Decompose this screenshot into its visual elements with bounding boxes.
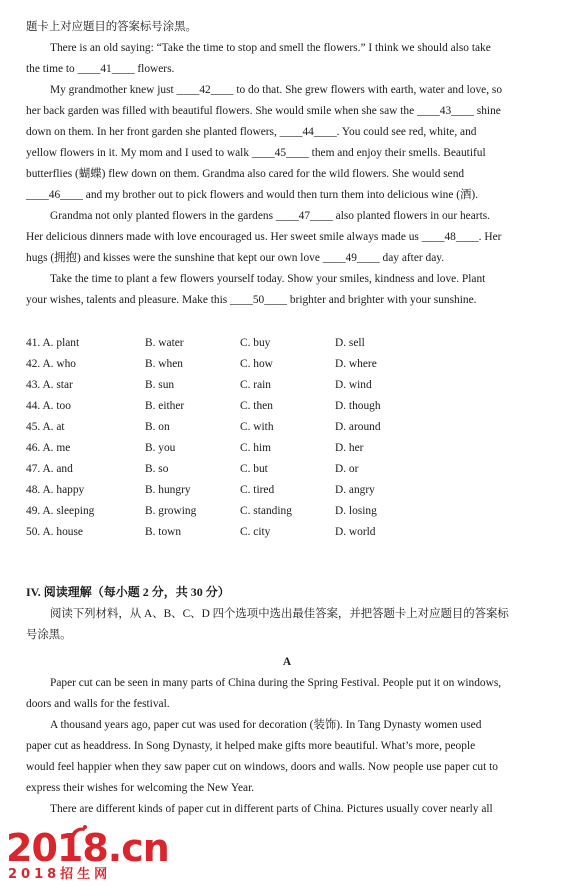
option-b: B. on	[145, 421, 170, 433]
option-c: C. him	[240, 442, 272, 454]
option-a: 41. A. plant	[26, 337, 80, 349]
option-a: 45. A. at	[26, 421, 65, 433]
passage-line: Grandma not only planted flowers in the gardens ____47____ also planted flowers in our hearts.	[50, 210, 491, 222]
passage-line: her back garden was filled with beautiful flowers. She would smile when she saw the ____43____ shine	[26, 105, 501, 117]
option-b: B. growing	[145, 505, 197, 517]
section-heading: IV. 阅读理解（每小题 2 分，共 30 分）	[26, 585, 230, 599]
passage-a-line: A thousand years ago, paper cut was used for decoration (装饰). In Tang Dynasty women used	[50, 719, 482, 731]
option-a: 48. A. happy	[26, 484, 85, 496]
logo-sub-text: 2018招生网	[8, 867, 112, 882]
option-a: 50. A. house	[26, 526, 83, 538]
passage-line: My grandmother knew just ____42____ to do that. She grew flowers with earth, water and love, so	[50, 84, 503, 96]
logo-main-text: 2018.cn	[6, 826, 169, 870]
passage-line: Her delicious dinners made with love encouraged us. Her sweet smile always made us ____48____. Her	[26, 231, 502, 243]
option-a: 44. A. too	[26, 400, 71, 412]
option-d: D. world	[335, 526, 376, 538]
option-c: C. with	[240, 421, 274, 433]
option-b: B. you	[145, 442, 176, 454]
option-c: C. buy	[240, 337, 271, 349]
option-c: C. then	[240, 400, 273, 412]
passage-label: A	[282, 656, 292, 668]
option-a: 47. A. and	[26, 463, 73, 475]
passage-line: 题卡上对应题目的答案标号涂黑。	[26, 21, 197, 33]
option-b: B. so	[145, 463, 169, 475]
option-b: B. sun	[145, 379, 175, 391]
option-d: D. angry	[335, 484, 375, 496]
passage-line: butterflies (蝴蝶) flew down on them. Grandma also cared for the wild flowers. She would send	[26, 168, 465, 180]
option-d: D. where	[335, 358, 377, 370]
option-a: 42. A. who	[26, 358, 76, 370]
option-a: 43. A. star	[26, 379, 73, 391]
option-d: D. around	[335, 421, 381, 433]
option-d: D. or	[335, 463, 359, 475]
option-c: C. tired	[240, 484, 275, 496]
passage-line: ____46____ and my brother out to pick flowers and would then turn them into delicious wine (酒).	[26, 189, 479, 201]
option-c: C. city	[240, 526, 271, 538]
option-b: B. hungry	[145, 484, 191, 496]
passage-line: hugs (拥抱) and kisses were the sunshine that kept our own love ____49____ day after day.	[26, 252, 445, 264]
option-d: D. though	[335, 400, 381, 412]
option-c: C. standing	[240, 505, 292, 517]
option-d: D. losing	[335, 505, 377, 517]
passage-line: There is an old saying: “Take the time to stop and smell the flowers.” I think we should also take	[50, 42, 491, 54]
passage-line: yellow flowers in it. My mom and I used to walk ____45____ them and enjoy their smells. Beautiful	[26, 147, 486, 159]
option-c: C. but	[240, 463, 268, 475]
option-a: 49. A. sleeping	[26, 505, 95, 517]
passage-a-line: There are different kinds of paper cut in different parts of China. Pictures usually cover nearly all	[50, 803, 493, 815]
passage-a-line: paper cut as headdress. In Song Dynasty, it helped make gifts more beautiful. What’s more, people	[26, 740, 476, 752]
option-d: D. wind	[335, 379, 372, 391]
passage-line: down on them. In her front garden she planted flowers, ____44____. You could see red, white, and	[26, 126, 477, 138]
section-instruction: 阅读下列材料，从 A、B、C、D 四个选项中选出最佳答案，并把答题卡上对应题目的答案标	[50, 608, 509, 620]
passage-line: your wishes, talents and pleasure. Make this ____50____ brighter and brighter with your sunshine.	[26, 294, 477, 306]
option-b: B. town	[145, 526, 182, 538]
passage-line: Take the time to plant a few flowers yourself today. Show your smiles, kindness and love. Plant	[50, 273, 486, 285]
option-b: B. water	[145, 337, 184, 349]
section-instruction: 号涂黑。	[26, 629, 72, 641]
passage-a-line: would feel happier when they saw paper cut on windows, doors and walls. Now people use paper cut to	[26, 761, 498, 773]
passage-line: the time to ____41____ flowers.	[26, 63, 175, 75]
site-logo	[4, 826, 169, 884]
option-c: C. rain	[240, 379, 272, 391]
passage-a-line: express their wishes for welcoming the New Year.	[26, 782, 255, 794]
option-b: B. either	[145, 400, 185, 412]
passage-a-line: Paper cut can be seen in many parts of China during the Spring Festival. People put it on windows,	[50, 677, 502, 689]
option-c: C. how	[240, 358, 273, 370]
option-d: D. her	[335, 442, 364, 454]
option-b: B. when	[145, 358, 183, 370]
option-d: D. sell	[335, 337, 365, 349]
passage-a-line: doors and walls for the festival.	[26, 698, 170, 710]
option-a: 46. A. me	[26, 442, 71, 454]
